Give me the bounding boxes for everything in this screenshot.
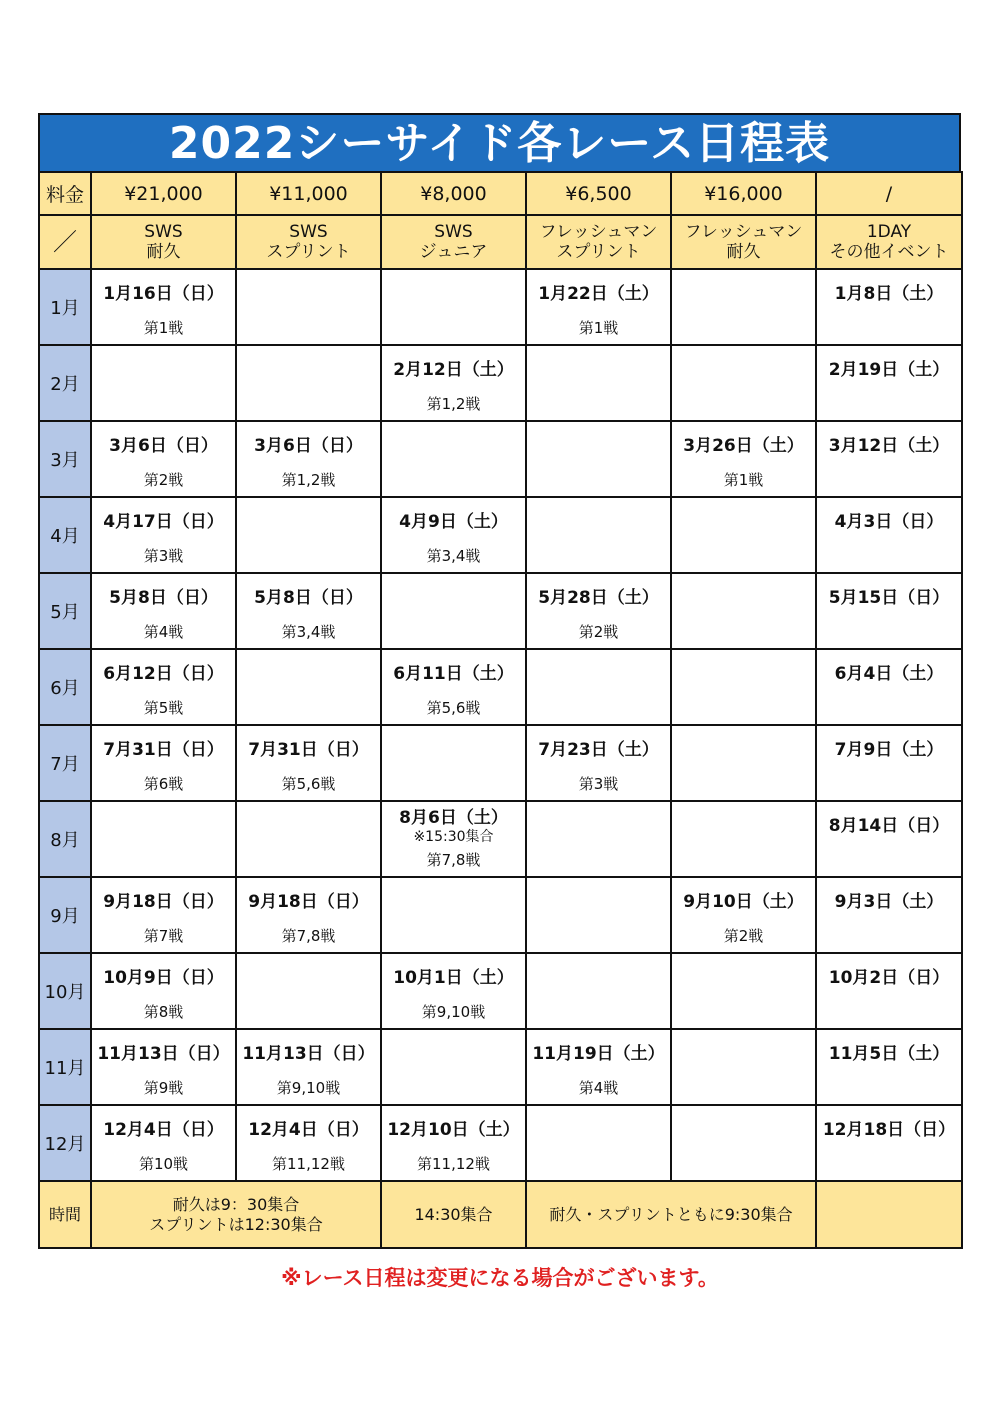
schedule-cell <box>816 573 962 649</box>
schedule-cell <box>91 725 236 801</box>
race-date: 12月4日（日） <box>248 1120 369 1140</box>
schedule-cell <box>91 1105 236 1181</box>
schedule-cell <box>526 497 671 573</box>
race-date: 11月13日（日） <box>97 1044 230 1064</box>
schedule-cell <box>671 421 816 497</box>
schedule-cell-content <box>527 1031 670 1103</box>
month-row <box>39 877 962 953</box>
race-round: 第5戦 <box>143 699 184 717</box>
schedule-cell-content <box>237 955 380 1027</box>
schedule-cell-content <box>817 803 961 875</box>
price-cell: ¥21,000 <box>91 172 236 215</box>
race-round: 第9戦 <box>143 1079 184 1097</box>
schedule-cell <box>671 877 816 953</box>
schedule-cell <box>236 1029 381 1105</box>
schedule-cell-content <box>672 575 815 647</box>
race-date: 4月9日（土） <box>399 512 508 532</box>
race-round: 第3,4戦 <box>281 623 336 641</box>
time-event <box>816 1181 962 1248</box>
race-date: 7月9日（土） <box>834 740 944 760</box>
race-round: 第5,6戦 <box>426 699 481 717</box>
category-header <box>236 215 381 269</box>
schedule-cell-content <box>382 803 525 875</box>
schedule-cell <box>236 1105 381 1181</box>
price-cell: ¥8,000 <box>381 172 526 215</box>
schedule-cell-content <box>817 1031 961 1103</box>
schedule-cell-content <box>527 955 670 1027</box>
schedule-cell-content <box>92 803 235 875</box>
category-header <box>816 215 962 269</box>
schedule-cell-content <box>382 499 525 571</box>
schedule-sheet <box>38 113 961 1249</box>
schedule-cell <box>91 573 236 649</box>
month-label: 3月 <box>39 421 91 497</box>
month-label: 12月 <box>39 1105 91 1181</box>
schedule-cell <box>671 953 816 1029</box>
schedule-cell <box>816 801 962 877</box>
schedule-cell-content <box>527 575 670 647</box>
schedule-cell-content <box>382 1031 525 1103</box>
category-line1: フレッシュマン <box>684 222 803 242</box>
month-row <box>39 573 962 649</box>
race-date: 10月2日（日） <box>828 968 950 988</box>
schedule-cell <box>671 1029 816 1105</box>
schedule-cell <box>381 573 526 649</box>
race-round: 第5,6戦 <box>281 775 336 793</box>
schedule-cell <box>381 345 526 421</box>
schedule-cell-content <box>817 499 961 571</box>
month-label: 4月 <box>39 497 91 573</box>
schedule-cell <box>381 1029 526 1105</box>
race-round: 第4戦 <box>578 1079 619 1097</box>
race-date: 8月6日（土） <box>399 808 508 828</box>
schedule-cell-content <box>237 879 380 951</box>
month-label: 2月 <box>39 345 91 421</box>
schedule-cell-content <box>92 955 235 1027</box>
schedule-cell <box>91 269 236 345</box>
schedule-cell <box>526 649 671 725</box>
schedule-cell <box>816 725 962 801</box>
race-date: 10月9日（日） <box>103 968 224 988</box>
schedule-cell-content <box>237 423 380 495</box>
time-label: 時間 <box>39 1181 91 1248</box>
category-header <box>526 215 671 269</box>
month-row <box>39 497 962 573</box>
race-round: 第11,12戦 <box>272 1155 345 1173</box>
schedule-cell <box>671 573 816 649</box>
month-label: 1月 <box>39 269 91 345</box>
schedule-cell-content <box>237 651 380 723</box>
race-round: 第1戦 <box>143 319 184 337</box>
race-round: 第11,12戦 <box>417 1155 490 1173</box>
schedule-cell-content <box>817 575 961 647</box>
category-line2: ジュニア <box>419 242 488 262</box>
schedule-cell-content <box>237 271 380 343</box>
month-label: 5月 <box>39 573 91 649</box>
schedule-cell <box>671 1105 816 1181</box>
schedule-cell <box>671 725 816 801</box>
race-date: 9月10日（土） <box>683 892 804 912</box>
race-date: 12月10日（土） <box>387 1120 520 1140</box>
schedule-cell-content <box>237 1107 380 1179</box>
category-line1: SWS <box>289 222 328 242</box>
race-date: 3月26日（土） <box>683 436 804 456</box>
race-date: 12月18日（日） <box>822 1120 956 1140</box>
schedule-cell <box>91 497 236 573</box>
month-label: 9月 <box>39 877 91 953</box>
schedule-cell-content <box>527 499 670 571</box>
schedule-cell <box>671 649 816 725</box>
schedule-cell <box>526 269 671 345</box>
schedule-cell-content <box>382 955 525 1027</box>
schedule-cell-content <box>237 727 380 799</box>
race-date: 5月8日（日） <box>254 588 363 608</box>
schedule-cell-content <box>527 1107 670 1179</box>
category-header <box>381 215 526 269</box>
schedule-cell-content <box>382 575 525 647</box>
category-header <box>671 215 816 269</box>
race-date: 11月5日（土） <box>828 1044 950 1064</box>
schedule-cell-content <box>527 347 670 419</box>
schedule-cell-content <box>672 423 815 495</box>
schedule-cell <box>526 725 671 801</box>
category-line1: 1DAY <box>866 222 912 242</box>
schedule-cell-content <box>672 727 815 799</box>
race-round: 第10戦 <box>138 1155 189 1173</box>
race-round: 第7,8戦 <box>281 927 336 945</box>
schedule-cell <box>816 1029 962 1105</box>
schedule-cell <box>816 953 962 1029</box>
schedule-cell-content <box>672 271 815 343</box>
race-round: 第2戦 <box>578 623 619 641</box>
month-label: 7月 <box>39 725 91 801</box>
schedule-cell <box>236 953 381 1029</box>
schedule-cell-content <box>92 423 235 495</box>
schedule-cell <box>381 725 526 801</box>
month-row <box>39 421 962 497</box>
schedule-table <box>38 171 963 1249</box>
schedule-cell <box>381 421 526 497</box>
race-round: 第1,2戦 <box>281 471 336 489</box>
schedule-cell <box>236 345 381 421</box>
category-line2: スプリント <box>266 242 351 262</box>
schedule-cell-content <box>672 879 815 951</box>
schedule-cell-content <box>672 955 815 1027</box>
schedule-cell-content <box>527 727 670 799</box>
price-row <box>39 172 962 215</box>
race-round: 第3,4戦 <box>426 547 481 565</box>
schedule-cell <box>236 649 381 725</box>
price-cell: / <box>816 172 962 215</box>
race-date: 9月18日（日） <box>103 892 224 912</box>
schedule-cell-content <box>382 651 525 723</box>
schedule-cell-content <box>92 347 235 419</box>
race-date: 3月12日（土） <box>828 436 950 456</box>
race-date: 1月16日（日） <box>103 284 224 304</box>
race-round: 第1戦 <box>578 319 619 337</box>
race-round: 第3戦 <box>578 775 619 793</box>
race-date: 5月8日（日） <box>109 588 218 608</box>
month-label: 6月 <box>39 649 91 725</box>
race-date: 4月17日（日） <box>103 512 224 532</box>
schedule-cell <box>816 649 962 725</box>
month-row <box>39 801 962 877</box>
month-row <box>39 1029 962 1105</box>
race-date: 7月31日（日） <box>248 740 369 760</box>
race-date: 5月28日（土） <box>538 588 659 608</box>
schedule-cell-content <box>92 575 235 647</box>
schedule-cell-content <box>92 271 235 343</box>
schedule-cell-content <box>382 347 525 419</box>
category-line2: 耐久 <box>726 242 761 262</box>
race-date: 6月12日（日） <box>103 664 224 684</box>
race-date: 7月23日（土） <box>538 740 659 760</box>
race-date: 12月4日（日） <box>103 1120 224 1140</box>
price-label: 料金 <box>39 172 91 215</box>
schedule-cell <box>236 725 381 801</box>
schedule-cell-content <box>92 1107 235 1179</box>
schedule-cell-content <box>92 727 235 799</box>
schedule-cell-content <box>237 499 380 571</box>
race-date: 11月13日（日） <box>242 1044 375 1064</box>
race-date: 11月19日（土） <box>532 1044 665 1064</box>
schedule-cell <box>816 345 962 421</box>
race-date: 2月19日（土） <box>828 360 950 380</box>
race-round: 第8戦 <box>143 1003 184 1021</box>
race-date: 3月6日（日） <box>254 436 363 456</box>
schedule-cell <box>816 421 962 497</box>
race-date: 9月18日（日） <box>248 892 369 912</box>
schedule-cell <box>381 497 526 573</box>
race-note: ※15:30集合 <box>413 829 494 845</box>
schedule-cell-content <box>382 727 525 799</box>
race-date: 3月6日（日） <box>109 436 218 456</box>
schedule-cell <box>671 801 816 877</box>
race-round: 第6戦 <box>143 775 184 793</box>
schedule-cell <box>236 573 381 649</box>
schedule-cell-content <box>527 271 670 343</box>
schedule-cell-content <box>817 271 961 343</box>
category-header-row <box>39 215 962 269</box>
schedule-cell-content <box>237 1031 380 1103</box>
schedule-cell <box>526 573 671 649</box>
schedule-cell <box>91 649 236 725</box>
schedule-cell <box>91 877 236 953</box>
footer-note: ※レース日程は変更になる場合がございます。 <box>281 1266 719 1290</box>
time-row <box>39 1181 962 1248</box>
race-round: 第4戦 <box>143 623 184 641</box>
month-row <box>39 1105 962 1181</box>
race-round: 第2戦 <box>723 927 764 945</box>
schedule-cell <box>381 877 526 953</box>
category-line2: その他イベント <box>829 242 949 262</box>
corner-slash: ／ <box>39 215 91 269</box>
schedule-cell-content <box>237 575 380 647</box>
page-title: 2022シーサイド各レース日程表 <box>38 113 961 171</box>
schedule-cell <box>91 421 236 497</box>
schedule-cell <box>526 801 671 877</box>
month-row <box>39 269 962 345</box>
schedule-cell <box>526 1029 671 1105</box>
race-round: 第9,10戦 <box>276 1079 341 1097</box>
schedule-cell <box>91 345 236 421</box>
race-date: 7月31日（日） <box>103 740 224 760</box>
schedule-cell-content <box>92 651 235 723</box>
schedule-cell-content <box>672 1107 815 1179</box>
schedule-cell <box>236 269 381 345</box>
race-date: 1月8日（土） <box>834 284 944 304</box>
race-round: 第3戦 <box>143 547 184 565</box>
schedule-cell-content <box>817 879 961 951</box>
schedule-cell <box>671 269 816 345</box>
schedule-cell-content <box>92 1031 235 1103</box>
race-date: 10月1日（土） <box>393 968 514 988</box>
category-line2: スプリント <box>556 242 641 262</box>
schedule-cell <box>91 801 236 877</box>
time-freshman: 耐久・スプリントともに9:30集合 <box>526 1181 816 1248</box>
schedule-cell-content <box>817 423 961 495</box>
category-line2: 耐久 <box>146 242 181 262</box>
price-cell: ¥6,500 <box>526 172 671 215</box>
schedule-cell <box>671 497 816 573</box>
schedule-cell-content <box>382 879 525 951</box>
schedule-cell-content <box>672 1031 815 1103</box>
schedule-cell-content <box>817 955 961 1027</box>
time-sws-line2: スプリントは12:30集合 <box>149 1214 323 1234</box>
race-round: 第2戦 <box>143 471 184 489</box>
month-label: 11月 <box>39 1029 91 1105</box>
schedule-cell <box>381 269 526 345</box>
race-date: 2月12日（土） <box>393 360 514 380</box>
month-row <box>39 649 962 725</box>
schedule-cell <box>91 953 236 1029</box>
schedule-cell-content <box>527 651 670 723</box>
schedule-cell-content <box>672 651 815 723</box>
race-date: 6月4日（土） <box>834 664 944 684</box>
schedule-cell <box>816 1105 962 1181</box>
month-row <box>39 345 962 421</box>
schedule-cell-content <box>817 347 961 419</box>
category-header <box>91 215 236 269</box>
schedule-cell <box>816 877 962 953</box>
month-row <box>39 953 962 1029</box>
schedule-cell <box>381 649 526 725</box>
race-date: 8月14日（日） <box>828 816 950 836</box>
schedule-cell-content <box>382 1107 525 1179</box>
schedule-cell-content <box>817 651 961 723</box>
schedule-cell <box>236 801 381 877</box>
race-round: 第7戦 <box>143 927 184 945</box>
schedule-cell <box>526 1105 671 1181</box>
month-row <box>39 725 962 801</box>
schedule-cell-content <box>237 347 380 419</box>
schedule-cell <box>526 877 671 953</box>
schedule-cell-content <box>817 727 961 799</box>
race-date: 4月3日（日） <box>834 512 944 532</box>
race-date: 9月3日（土） <box>834 892 944 912</box>
category-line1: フレッシュマン <box>539 222 658 242</box>
schedule-cell-content <box>672 499 815 571</box>
schedule-cell <box>526 345 671 421</box>
schedule-cell <box>526 953 671 1029</box>
schedule-cell-content <box>527 879 670 951</box>
race-round: 第1戦 <box>723 471 764 489</box>
time-junior: 14:30集合 <box>381 1181 526 1248</box>
schedule-cell <box>236 877 381 953</box>
schedule-cell-content <box>817 1107 961 1179</box>
schedule-cell <box>816 497 962 573</box>
schedule-cell <box>381 1105 526 1181</box>
race-date: 5月15日（日） <box>828 588 950 608</box>
schedule-cell <box>526 421 671 497</box>
time-sws <box>91 1181 381 1248</box>
category-line1: SWS <box>144 222 183 242</box>
schedule-cell <box>381 801 526 877</box>
race-round: 第7,8戦 <box>426 851 481 869</box>
schedule-cell <box>816 269 962 345</box>
schedule-cell-content <box>92 879 235 951</box>
schedule-cell-content <box>237 803 380 875</box>
schedule-cell-content <box>382 271 525 343</box>
schedule-cell <box>381 953 526 1029</box>
month-label: 10月 <box>39 953 91 1029</box>
schedule-cell-content <box>527 423 670 495</box>
category-line1: SWS <box>434 222 473 242</box>
race-round: 第1,2戦 <box>426 395 481 413</box>
race-date: 1月22日（土） <box>538 284 659 304</box>
time-sws-line1: 耐久は9：30集合 <box>172 1194 300 1214</box>
schedule-cell-content <box>527 803 670 875</box>
race-date: 6月11日（土） <box>393 664 514 684</box>
price-cell: ¥16,000 <box>671 172 816 215</box>
schedule-cell-content <box>382 423 525 495</box>
schedule-cell-content <box>672 803 815 875</box>
schedule-cell-content <box>672 347 815 419</box>
month-label: 8月 <box>39 801 91 877</box>
race-round: 第9,10戦 <box>421 1003 486 1021</box>
price-cell: ¥11,000 <box>236 172 381 215</box>
schedule-cell <box>236 421 381 497</box>
schedule-cell <box>671 345 816 421</box>
schedule-cell-content <box>92 499 235 571</box>
schedule-cell <box>236 497 381 573</box>
schedule-cell <box>91 1029 236 1105</box>
